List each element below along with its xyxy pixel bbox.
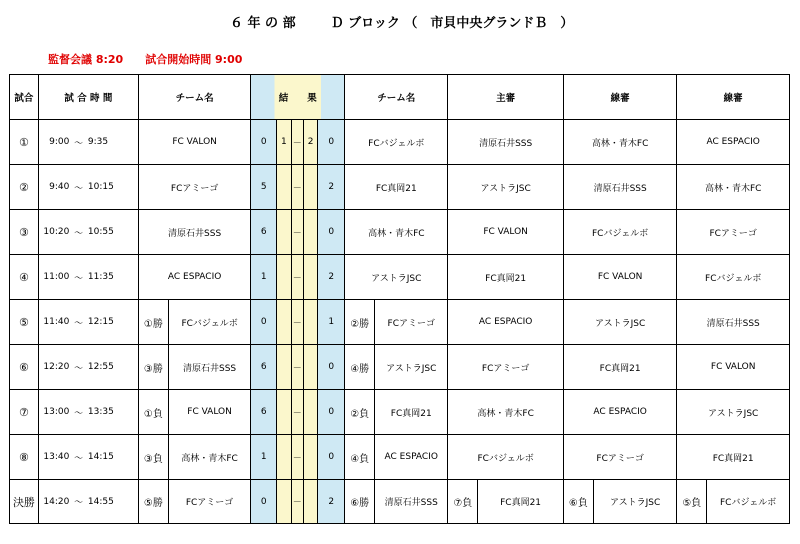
linesman1-name: 高林・青木FC bbox=[563, 120, 676, 165]
match-number: ⑧ bbox=[10, 435, 39, 480]
linesman1-name: FC VALON bbox=[563, 255, 676, 300]
score-left: 1 bbox=[251, 435, 277, 480]
end-time: 13:35 bbox=[88, 390, 119, 435]
match-number: ⑤ bbox=[10, 300, 39, 345]
half-score-left bbox=[277, 345, 291, 390]
team1-seed: ⑤勝 bbox=[138, 480, 168, 524]
linesman1-name: FCバジェルボ bbox=[563, 210, 676, 255]
score-dash: － bbox=[291, 300, 303, 345]
team1-name: FCアミーゴ bbox=[138, 165, 250, 210]
score-left: 1 bbox=[251, 255, 277, 300]
score-right: 0 bbox=[318, 210, 345, 255]
linesman1-name: AC ESPACIO bbox=[563, 390, 676, 435]
match-row bbox=[10, 120, 790, 165]
score-left: 0 bbox=[251, 120, 277, 165]
half-score-left bbox=[277, 255, 291, 300]
start-time: 14:20 bbox=[38, 480, 69, 524]
match-number: ⑦ bbox=[10, 390, 39, 435]
time-separator: ～ bbox=[69, 300, 88, 345]
linesman1-name: FCアミーゴ bbox=[563, 435, 676, 480]
half-score-right bbox=[303, 255, 317, 300]
score-right: 0 bbox=[318, 435, 345, 480]
match-number: 決勝 bbox=[10, 480, 39, 524]
score-left: 0 bbox=[251, 300, 277, 345]
score-dash: － bbox=[291, 435, 303, 480]
score-left: 6 bbox=[251, 345, 277, 390]
end-time: 14:15 bbox=[88, 435, 119, 480]
linesman2-name: 清原石井SSS bbox=[677, 300, 790, 345]
referee-name: FC VALON bbox=[448, 210, 564, 255]
score-dash: － bbox=[291, 480, 303, 524]
end-time: 10:15 bbox=[88, 165, 119, 210]
team1-seed: ①勝 bbox=[138, 300, 168, 345]
time-separator: ～ bbox=[69, 210, 88, 255]
start-time: 10:20 bbox=[38, 210, 69, 255]
match-number: ④ bbox=[10, 255, 39, 300]
half-score-left bbox=[277, 165, 291, 210]
half-score-right bbox=[303, 165, 317, 210]
header-row bbox=[10, 75, 790, 120]
half-score-left: 1 bbox=[277, 120, 291, 165]
team1-name: FC VALON bbox=[168, 390, 251, 435]
score-dash: － bbox=[291, 210, 303, 255]
team2-name: 高林・青木FC bbox=[345, 210, 448, 255]
team2-name: FCアミーゴ bbox=[375, 300, 448, 345]
half-score-right: 2 bbox=[303, 120, 317, 165]
linesman2-name: 高林・青木FC bbox=[677, 165, 790, 210]
start-time: 11:00 bbox=[38, 255, 69, 300]
team2-name: 清原石井SSS bbox=[375, 480, 448, 524]
meeting-info: 監督会議 8:20 試合開始時間 9:00 bbox=[48, 53, 243, 66]
match-row bbox=[10, 390, 790, 435]
linesman2-name: FCバジェルボ bbox=[707, 480, 790, 524]
match-number: ③ bbox=[10, 210, 39, 255]
half-score-left bbox=[277, 390, 291, 435]
team2-name: FC真岡21 bbox=[375, 390, 448, 435]
half-score-left bbox=[277, 300, 291, 345]
team2-seed: ②勝 bbox=[345, 300, 375, 345]
team1-name: 清原石井SSS bbox=[168, 345, 251, 390]
match-number: ① bbox=[10, 120, 39, 165]
end-time: 11:35 bbox=[88, 255, 119, 300]
team1-name: AC ESPACIO bbox=[138, 255, 250, 300]
end-time: 12:55 bbox=[88, 345, 119, 390]
referee-seed: ⑦負 bbox=[448, 480, 478, 524]
time-separator: ～ bbox=[69, 435, 88, 480]
team1-seed: ③勝 bbox=[138, 345, 168, 390]
match-row bbox=[10, 165, 790, 210]
end-time: 9:35 bbox=[88, 120, 119, 165]
score-left: 6 bbox=[251, 390, 277, 435]
half-score-left bbox=[277, 435, 291, 480]
score-right: 2 bbox=[318, 480, 345, 524]
score-right: 0 bbox=[318, 345, 345, 390]
referee-name: FC真岡21 bbox=[478, 480, 564, 524]
match-row bbox=[10, 480, 790, 524]
linesman2-seed: ⑤負 bbox=[677, 480, 707, 524]
linesman2-name: FCバジェルボ bbox=[677, 255, 790, 300]
score-dash: － bbox=[291, 120, 303, 165]
end-time: 14:55 bbox=[88, 480, 119, 524]
match-row bbox=[10, 300, 790, 345]
col-match: 試合 bbox=[10, 75, 39, 120]
half-score-right bbox=[303, 480, 317, 524]
team1-name: FCバジェルボ bbox=[168, 300, 251, 345]
score-dash: － bbox=[291, 165, 303, 210]
linesman1-name: アストラJSC bbox=[563, 300, 676, 345]
col-linesman-1: 線審 bbox=[563, 75, 676, 120]
team1-seed: ①負 bbox=[138, 390, 168, 435]
col-time: 試 合 時 間 bbox=[38, 75, 138, 120]
score-left: 5 bbox=[251, 165, 277, 210]
time-separator: ～ bbox=[69, 120, 88, 165]
score-right: 0 bbox=[318, 120, 345, 165]
end-time: 12:15 bbox=[88, 300, 119, 345]
col-result: 結 果 bbox=[251, 75, 345, 120]
referee-name: FC真岡21 bbox=[448, 255, 564, 300]
time-separator: ～ bbox=[69, 255, 88, 300]
referee-name: アストラJSC bbox=[448, 165, 564, 210]
start-time: 13:40 bbox=[38, 435, 69, 480]
linesman2-name: FC VALON bbox=[677, 345, 790, 390]
linesman2-name: FCアミーゴ bbox=[677, 210, 790, 255]
referee-name: 高林・青木FC bbox=[448, 390, 564, 435]
team1-name: 高林・青木FC bbox=[168, 435, 251, 480]
half-score-left bbox=[277, 480, 291, 524]
team1-name: 清原石井SSS bbox=[138, 210, 250, 255]
col-linesman-2: 線審 bbox=[677, 75, 790, 120]
team1-name: FCアミーゴ bbox=[168, 480, 251, 524]
score-right: 2 bbox=[318, 255, 345, 300]
start-time: 9:40 bbox=[38, 165, 69, 210]
schedule-table bbox=[9, 74, 790, 524]
col-referee: 主審 bbox=[448, 75, 564, 120]
team2-seed: ④勝 bbox=[345, 345, 375, 390]
linesman1-seed: ⑥負 bbox=[563, 480, 593, 524]
score-dash: － bbox=[291, 390, 303, 435]
team2-name: AC ESPACIO bbox=[375, 435, 448, 480]
end-time: 10:55 bbox=[88, 210, 119, 255]
time-separator: ～ bbox=[69, 165, 88, 210]
time-separator: ～ bbox=[69, 480, 88, 524]
start-time: 9:00 bbox=[38, 120, 69, 165]
team2-name: アストラJSC bbox=[345, 255, 448, 300]
score-right: 2 bbox=[318, 165, 345, 210]
time-separator: ～ bbox=[69, 345, 88, 390]
page-title: ６ 年 の 部 Ｄ ブロック （ 市貝中央グランドＢ ） bbox=[230, 16, 574, 31]
match-row bbox=[10, 255, 790, 300]
col-team1: チーム名 bbox=[138, 75, 250, 120]
score-left: 0 bbox=[251, 480, 277, 524]
linesman2-name: アストラJSC bbox=[677, 390, 790, 435]
match-row bbox=[10, 435, 790, 480]
team2-name: アストラJSC bbox=[375, 345, 448, 390]
score-dash: － bbox=[291, 345, 303, 390]
linesman2-name: AC ESPACIO bbox=[677, 120, 790, 165]
referee-name: AC ESPACIO bbox=[448, 300, 564, 345]
referee-name: FCバジェルボ bbox=[448, 435, 564, 480]
half-score-left bbox=[277, 210, 291, 255]
half-score-right bbox=[303, 300, 317, 345]
team2-name: FC真岡21 bbox=[345, 165, 448, 210]
team2-seed: ⑥勝 bbox=[345, 480, 375, 524]
team2-name: FCバジェルボ bbox=[345, 120, 448, 165]
start-time: 12:20 bbox=[38, 345, 69, 390]
half-score-right bbox=[303, 345, 317, 390]
half-score-right bbox=[303, 435, 317, 480]
time-separator: ～ bbox=[69, 390, 88, 435]
score-right: 0 bbox=[318, 390, 345, 435]
team1-seed: ③負 bbox=[138, 435, 168, 480]
linesman1-name: アストラJSC bbox=[593, 480, 677, 524]
match-row bbox=[10, 210, 790, 255]
team1-name: FC VALON bbox=[138, 120, 250, 165]
match-row bbox=[10, 345, 790, 390]
team2-seed: ④負 bbox=[345, 435, 375, 480]
start-time: 11:40 bbox=[38, 300, 69, 345]
half-score-right bbox=[303, 390, 317, 435]
referee-name: FCアミーゴ bbox=[448, 345, 564, 390]
team2-seed: ②負 bbox=[345, 390, 375, 435]
score-dash: － bbox=[291, 255, 303, 300]
score-right: 1 bbox=[318, 300, 345, 345]
referee-name: 清原石井SSS bbox=[448, 120, 564, 165]
linesman1-name: FC真岡21 bbox=[563, 345, 676, 390]
linesman2-name: FC真岡21 bbox=[677, 435, 790, 480]
half-score-right bbox=[303, 210, 317, 255]
score-left: 6 bbox=[251, 210, 277, 255]
start-time: 13:00 bbox=[38, 390, 69, 435]
linesman1-name: 清原石井SSS bbox=[563, 165, 676, 210]
match-number: ⑥ bbox=[10, 345, 39, 390]
col-team2: チーム名 bbox=[345, 75, 448, 120]
match-number: ② bbox=[10, 165, 39, 210]
